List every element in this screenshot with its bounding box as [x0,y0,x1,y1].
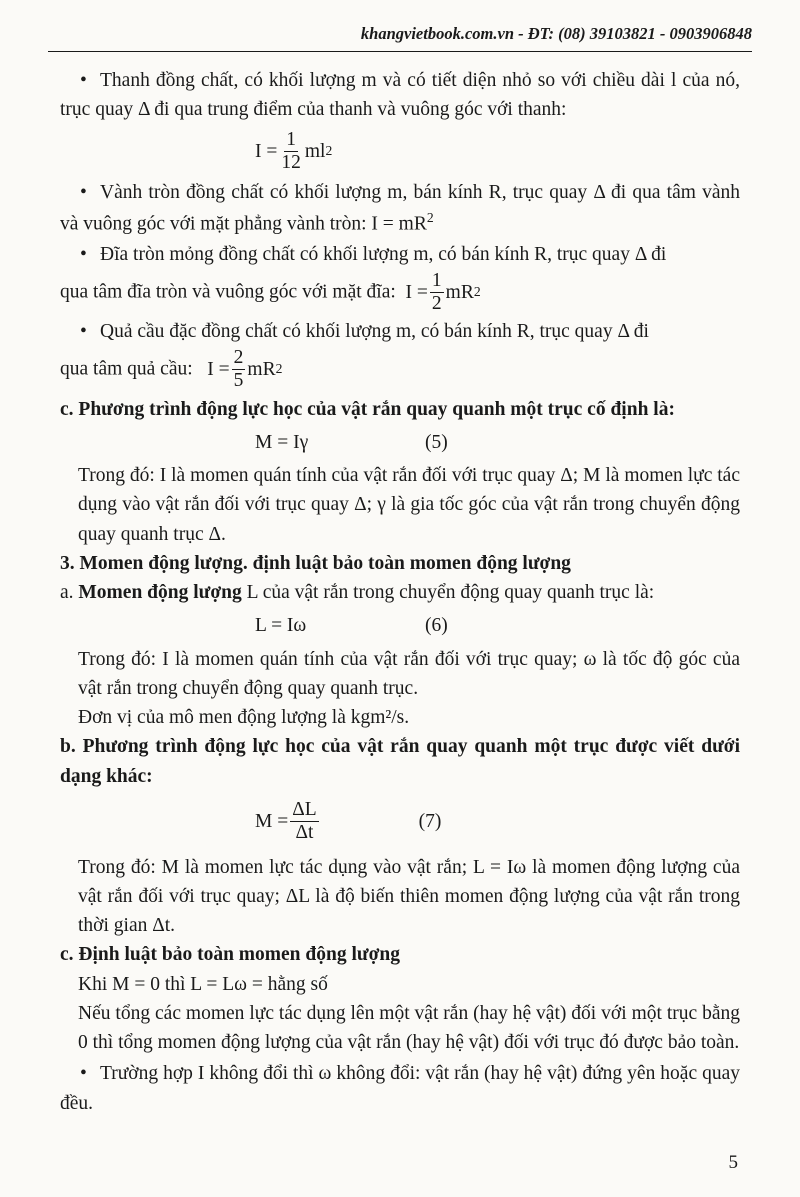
section-a-label: a. [60,582,74,604]
fraction-rod [279,129,303,175]
bullet-sphere-text1: • Quả cầu đặc đồng chất có khối lượng m, có bán kính R, trục quay Δ đi [60,317,740,346]
formula-sphere [198,347,283,393]
formula-sphere-exp: 2 [275,361,283,377]
formula-5-text: M = Iγ [255,431,309,453]
fraction-sphere [232,347,246,393]
bullet-sphere-line2 [60,347,740,393]
section-a-line [60,578,740,607]
section-a-explain: Trong đó: I là momen quán tính của vật rắn đối với trục quay; ω là tốc độ góc của vật rắn trong chuyển động quay quanh trục. [78,648,740,699]
fraction-rod-num: 1 [284,129,298,152]
formula-7-lhs: M = [255,811,289,833]
section-c1-heading: c. Phương trình động lực học của vật rắn quay quanh một trục cố định là: [60,398,675,420]
formula-rod [60,129,740,175]
section-b-explain: Trong đó: M là momen lực tác dụng vào vật rắn; L = Iω là momen động lượng của vật rắn đối với trục quay; ΔL là độ biến thiên momen động lượng của vật rắn trong thời gian Δt. [78,856,740,937]
formula-7-eqno: (7) [418,811,442,833]
formula-5-eqno: (5) [425,431,448,453]
page-header: khangvietbook.com.vn - ĐT: (08) 39103821 - 0903906848 [48,22,752,52]
fraction-disk-den: 2 [431,293,442,315]
section-c2-heading: c. Định luật bảo toàn momen động lượng [60,944,400,966]
section-a-unit: Đơn vị của mô men động lượng là kgm²/s. [78,707,410,729]
section-3-heading: 3. Momen động lượng. định luật bảo toàn momen động lượng [60,552,571,574]
page-content [60,66,740,1118]
fraction-7-num: ΔL [290,799,318,822]
fraction-sphere-den: 5 [233,370,244,392]
section-c2-explain: Nếu tổng các momen lực tác dụng lên một vật rắn (hay hệ vật) đối với một trục bằng 0 thì tổng momen động lượng của vật rắn (hay hệ vật) đối với trục đó được bảo toàn. [78,1002,740,1054]
section-a-bold: Momen động lượng [78,582,242,604]
bullet-ring-exp: 2 [426,209,434,225]
bullet-disk-text1: • Đĩa tròn mỏng đồng chất có khối lượng m, có bán kính R, trục quay Δ đi [60,240,740,269]
formula-5 [60,428,740,457]
bullet-disk-line2 [60,270,740,316]
section-a-rest: L của vật rắn trong chuyển động quay quanh trục là: [241,582,655,604]
fraction-sphere-num: 2 [232,347,246,370]
formula-sphere-lhs: I = [207,358,230,380]
formula-disk-lhs: I = [405,281,428,303]
section-c1-explain: Trong đó: I là momen quán tính của vật rắn đối với trục quay Δ; M là momen lực tác dụng vào vật rắn đối với trục quay Δ; γ là gia tốc góc của vật rắn trong chuyển động quay quanh trục Δ. [78,465,740,545]
formula-6 [60,611,740,640]
formula-rod-rhs: ml [304,140,326,162]
fraction-7-den: Δt [295,822,314,844]
fraction-rod-den: 12 [281,151,301,173]
fraction-7 [290,799,318,845]
formula-sphere-rhs: mR [247,358,276,380]
formula-6-eqno: (6) [425,615,448,637]
formula-6-text: L = Iω [255,615,307,637]
bullet-disk-text2: qua tâm đĩa tròn và vuông góc với mặt đĩa: [60,280,396,302]
fraction-disk-num: 1 [430,270,444,293]
formula-7 [60,799,740,845]
bullet-ring-text: Vành tròn đồng chất có khối lượng m, bán kính R, trục quay Δ đi qua tâm vành và vuông góc với mặt phẳng vành tròn: I = mR [60,182,740,235]
bullet-rod-text: • Thanh đồng chất, có khối lượng m và có tiết diện nhỏ so với chiều dài l của nó, trục quay Δ đi qua trung điểm của thanh và vuông góc với thanh: [60,66,740,125]
formula-disk [401,270,481,316]
fraction-disk [430,270,444,316]
bullet-ring [60,178,740,238]
formula-disk-rhs: mR [445,281,474,303]
page-number: 5 [728,1151,738,1173]
bullet-sphere-text2: qua tâm quả cầu: [60,358,193,380]
section-c2-line1: Khi M = 0 thì L = Lω = hằng số [78,973,328,995]
section-b-heading: b. Phương trình động lực học của vật rắn quay quanh một trục được viết dưới dạng khác: [60,736,740,787]
section-c2-bullet: • Trường hợp I không đổi thì ω không đổi: vật rắn (hay hệ vật) đứng yên hoặc quay đều. [60,1059,740,1118]
formula-disk-exp: 2 [473,284,481,300]
formula-rod-exp: 2 [325,143,333,159]
formula-rod-lhs: I = [255,140,278,162]
